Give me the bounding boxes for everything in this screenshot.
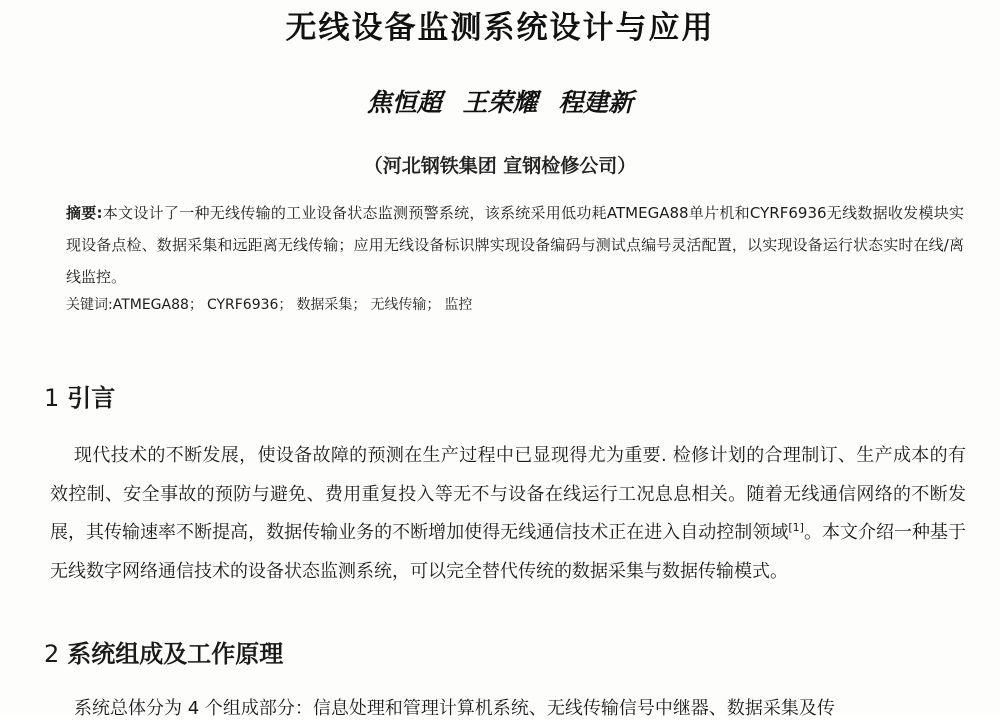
section-number: 2 — [44, 640, 60, 668]
abstract — [66, 197, 964, 293]
keyword: 无线传输； — [370, 297, 441, 313]
author-affiliation: （河北钢铁集团 宣钢检修公司） — [363, 155, 637, 177]
author-list — [0, 83, 1000, 119]
author-name: 焦恒超 — [366, 88, 442, 117]
keyword: 监控 — [444, 297, 473, 313]
system-paragraph: 系统总体分为 4 个组成部分：信息处理和管理计算机系统、无线传输信号中继器、数据采集及传 — [74, 698, 835, 719]
paper-title: 无线设备监测系统设计与应用 — [285, 10, 715, 46]
keywords-label: 关键词: — [66, 297, 113, 313]
section-number: 1 — [44, 384, 60, 412]
section-heading-system — [44, 634, 283, 669]
keywords — [66, 292, 964, 318]
keyword: CYRF6936； — [206, 297, 293, 313]
citation-ref: [1] — [788, 521, 804, 534]
introduction-paragraph — [50, 437, 966, 591]
abstract-text: 本文设计了一种无线传输的工业设备状态监测预警系统，该系统采用低功耗ATMEGA88单片机和CYRF6936无线数据收发模块实现设备点检、数据采集和远距离无线传输；应用无线设备标识牌实现设备编码与测试点编号灵活配置，以实现设备运行状态实时在线/离线监控。 — [66, 204, 964, 286]
abstract-label: 摘要: — [66, 204, 103, 222]
section-heading-introduction — [44, 378, 115, 413]
paragraph-text: 现代技术的不断发展，使设备故障的预测在生产过程中已显现得尤为重要. 检修计划的合理制订、生产成本的有效控制、安全事故的预防与避免、费用重复投入等无不与设备在线运行工况息息相关。随着无线通信网络的不断发展，其传输速率不断提高，数据传输业务的不断增加使得无线通信技术正在进入自动控制领域 — [50, 445, 966, 543]
section-title: 引言 — [67, 384, 116, 412]
paragraph-text: 。本文介绍一种基于无线数字网络通信技术的设备状态监测系统，可以完全替代传统的数据采集与数据传输模式。 — [50, 522, 967, 582]
author-name: 王荣耀 — [462, 88, 538, 117]
keyword: ATMEGA88； — [112, 297, 203, 313]
author-name: 程建新 — [558, 88, 634, 117]
section-title: 系统组成及工作原理 — [67, 640, 284, 668]
keyword: 数据采集； — [296, 297, 367, 313]
